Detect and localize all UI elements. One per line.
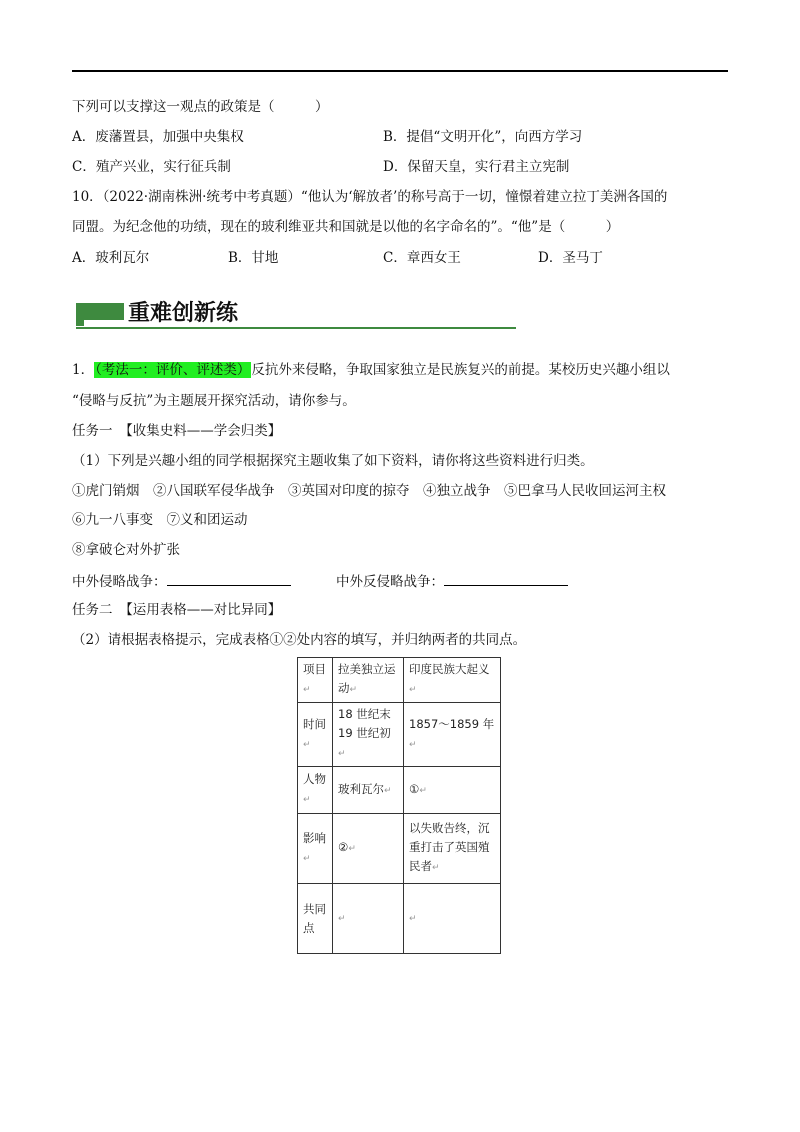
row-label-common: 共同点	[298, 884, 333, 954]
q1-number: 1．	[72, 362, 95, 378]
fill-invasion	[72, 571, 291, 591]
table-header-row	[298, 658, 501, 703]
q9-stem: 下列可以支撑这一观点的政策是（ ）	[72, 99, 329, 115]
items-row-1: ①虎门销烟 ②八国联军侵华战争 ③英国对印度的掠夺 ④独立战争 ⑤巴拿马人民收回运河主权	[72, 483, 666, 499]
q9-option-c: C．殖产兴业，实行征兵制	[72, 159, 231, 175]
row-label-impact: 影响↵	[298, 814, 333, 884]
fill-resistance-blank[interactable]	[444, 571, 568, 586]
table-row	[298, 767, 501, 814]
fill-resistance-label: 中外反侵略战争：	[336, 574, 444, 590]
table-row	[298, 814, 501, 884]
impact-col2-cell: 以失败告终，沉重打击了英国殖民者↵	[404, 814, 501, 884]
q10-line1: 10．（2022·湖南株洲·统考中考真题）“他认为‘解放者’的称号高于一切，憧憬着建立拉丁美洲各国的	[72, 189, 668, 205]
row-label-time: 时间↵	[298, 703, 333, 767]
q9-option-b: B．提倡“文明开化”，向西方学习	[383, 129, 583, 145]
q9-option-d: D．保留天皇，实行君主立宪制	[383, 159, 570, 175]
q1-line1	[72, 361, 670, 379]
person-col2-cell[interactable]: ①↵	[404, 767, 501, 814]
q10-line2: 同盟。为纪念他的功绩，现在的玻利维亚共和国就是以他的名字命名的”。“他”是（ ）	[72, 219, 620, 235]
items-row-2: ⑥九一八事变 ⑦义和团运动	[72, 512, 248, 528]
time-col2-cell: 1857～1859 年↵	[404, 703, 501, 767]
q10-option-a: A．玻利瓦尔	[72, 250, 150, 266]
items-row-3: ⑧拿破仑对外扩张	[72, 542, 180, 558]
q10-option-b: B．甘地	[228, 250, 279, 266]
q1-line2: “侵略与反抗”为主题展开探究活动，请你参与。	[72, 393, 356, 409]
task1-heading: 任务一 【收集史料——学会归类】	[72, 423, 282, 439]
row-label-person: 人物↵	[298, 767, 333, 814]
q1-line1-text: 反抗外来侵略，争取国家独立是民族复兴的前提。某校历史兴趣小组以	[251, 362, 670, 378]
time-col1-cell: 18 世纪末 19 世纪初↵	[333, 703, 404, 767]
impact-col1-cell[interactable]: ②↵	[333, 814, 404, 884]
header-col1-cell: 拉美独立运动↵	[333, 658, 404, 703]
table-row	[298, 703, 501, 767]
table-row	[298, 884, 501, 954]
header-col2-cell: 印度民族大起义↵	[404, 658, 501, 703]
task2-heading: 任务二 【运用表格——对比异同】	[72, 602, 282, 618]
fill-resistance	[336, 571, 568, 591]
header-item-cell: 项目↵	[298, 658, 333, 703]
q10-option-c: C．章西女王	[383, 250, 461, 266]
sub-question-2: （2）请根据表格提示，完成表格①②处内容的填写，并归纳两者的共同点。	[72, 632, 527, 648]
common-col1-cell[interactable]: ↵	[333, 884, 404, 954]
comparison-table	[297, 657, 501, 954]
q1-tag: （考法一：评价、评述类）	[95, 362, 251, 378]
section-bar-icon	[76, 303, 124, 320]
section-underline	[76, 327, 516, 329]
q10-option-d: D．圣马丁	[538, 250, 603, 266]
section-bar-tail	[76, 320, 84, 326]
common-col2-cell[interactable]: ↵	[404, 884, 501, 954]
fill-invasion-label: 中外侵略战争：	[72, 574, 167, 590]
section-title: 重难创新练	[128, 301, 239, 326]
sub-question-1: （1）下列是兴趣小组的同学根据探究主题收集了如下资料，请你将这些资料进行归类。	[72, 453, 594, 469]
header-rule	[72, 70, 728, 72]
q9-option-a: A．废藩置县，加强中央集权	[72, 129, 244, 145]
fill-invasion-blank[interactable]	[167, 571, 291, 586]
person-col1-cell: 玻利瓦尔↵	[333, 767, 404, 814]
